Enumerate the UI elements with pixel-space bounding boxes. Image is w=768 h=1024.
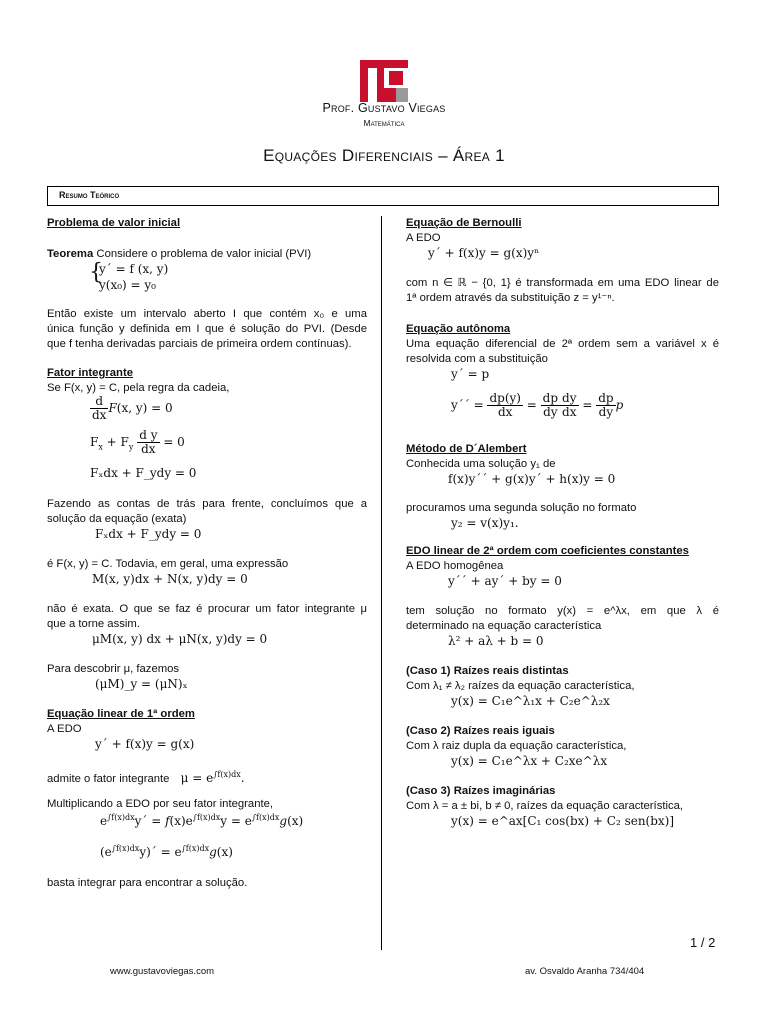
c2-heading: (Caso 2) Raízes reais iguais: [406, 725, 555, 737]
pvi-theorem-text: Considere o problema de valor inicial (PVI): [93, 248, 312, 260]
c2-text: Com λ raiz dupla da equação característica,: [406, 740, 627, 752]
aut-eq2: y´´ = $\frac{dp(y)}{dx}$ = $\frac{dp}{dy}$ $\frac{dy}{dx}$ = $\frac{dp}{dy}$ p: [451, 391, 624, 419]
bern-edo: A EDO: [406, 232, 441, 244]
bern-heading: Equação de Bernoulli: [406, 217, 522, 229]
footer-website[interactable]: www.gustavoviegas.com: [110, 966, 215, 977]
fi-eq3: Fₓdx + F_ydy = 0: [90, 466, 197, 480]
pvi-heading: Problema de valor inicial: [47, 217, 181, 229]
aut-text-2: resolvida com a substituição: [406, 353, 548, 365]
pvi-conclusion-2: única função y definida em I que é solução do PVI. (Desde: [47, 323, 367, 335]
fi-heading: Fator integrante: [47, 367, 133, 379]
cc-eq: y´´ + ay´ + by = 0: [448, 574, 562, 588]
dal-eq: f(x)y´´ + g(x)y´ + h(x)y = 0: [448, 472, 616, 486]
cc-sol-1: tem solução no formato y(x) = e^λx, em que λ é: [406, 605, 719, 617]
author-name: Prof. Gustavo Viegas: [322, 101, 446, 115]
cc-homog: A EDO homogênea: [406, 560, 504, 572]
c1-sol: y(x) = C₁e^λ₁x + C₂e^λ₂x: [451, 694, 610, 708]
dal-search: procuramos uma segunda solução no formato: [406, 502, 637, 514]
lin-mult: Multiplicando a EDO por seu fator integrante,: [47, 798, 274, 810]
pvi-eq2: y(x₀) = y₀: [99, 278, 156, 292]
aut-heading: Equação autônoma: [406, 323, 511, 335]
dal-heading: Método de D´Alembert: [406, 443, 527, 455]
fi-eq7: (μM)_y = (μN)ₓ: [95, 677, 188, 691]
c1-heading: (Caso 1) Raízes reais distintas: [406, 665, 569, 677]
fi-find: Para descobrir μ, fazemos: [47, 663, 180, 675]
c3-text: Com λ = a ± bi, b ≠ 0, raízes da equação característica,: [406, 800, 684, 812]
fi-eq5: M(x, y)dx + N(x, y)dy = 0: [92, 572, 248, 586]
cc-heading: EDO linear de 2ª ordem com coeficientes constantes: [406, 545, 689, 557]
aut-eq1: y´ = p: [451, 367, 490, 381]
c3-heading: (Caso 3) Raízes imaginárias: [406, 785, 556, 797]
fi-exact: é F(x, y) = C. Todavia, em geral, uma expressão: [47, 558, 289, 570]
dal-form: y₂ = v(x)y₁.: [451, 516, 519, 530]
bern-text-1: com n ∈ ℝ − {0, 1} é transformada em uma EDO linear de: [406, 277, 719, 289]
pvi-theorem-label: Teorema: [47, 248, 94, 260]
c3-sol: y(x) = e^ax[C₁ cos(bx) + C₂ sen(bx)]: [451, 814, 675, 828]
lin-end: basta integrar para encontrar a solução.: [47, 877, 248, 889]
pvi-conclusion-3: que f tenha derivadas parciais de primeira ordem contínuas).: [47, 338, 352, 350]
aut-text-1: Uma equação diferencial de 2ª ordem sem a variável x é: [406, 338, 719, 350]
page-number: 1 / 2: [690, 935, 716, 950]
fi-intro: Se F(x, y) = C, pela regra da cadeia,: [47, 382, 230, 394]
section-box-label: Resumo Teórico: [59, 190, 120, 200]
brace-icon: {: [89, 260, 103, 285]
cc-char: λ² + aλ + b = 0: [448, 634, 544, 648]
fi-back-2: solução da equação (exata): [47, 513, 187, 525]
fi-notexact-1: não é exata. O que se faz é procurar um fator integrante μ: [47, 603, 367, 615]
subject-name: Matemática: [363, 118, 405, 128]
lin-eq: y´ + f(x)y = g(x): [95, 737, 195, 751]
cc-sol-2: determinado na equação característica: [406, 620, 602, 632]
fi-eq1: $\frac{d}{dx}$ F(x, y) = 0: [92, 394, 173, 422]
fi-eq2: $F_x + F_y$ $\frac{\text{d y}}{dx}$ = 0: [90, 428, 185, 456]
lin-admits-row: [47, 767, 367, 788]
fi-back-1: Fazendo as contas de trás para frente, concluímos que a: [47, 498, 367, 510]
fi-eq4: Fₓdx + F_ydy = 0: [95, 527, 202, 541]
bern-eq: y´ + f(x)y = g(x)yⁿ: [428, 246, 540, 260]
pvi-conclusion-1: Então existe um intervalo aberto I que contém x₀ e uma: [47, 308, 367, 320]
page-title: Equações Diferenciais – Área 1: [263, 146, 505, 165]
pvi-eq1: y´ = f (x, y): [99, 262, 169, 276]
lin-edo: A EDO: [47, 723, 82, 735]
lin-eq-mult: $e^{\int f(x)dx}y´ = f(x)e^{\int f(x)dx}y = e^{\int f(x)dx}g(x)$: [100, 813, 304, 828]
lin-heading: Equação linear de 1ª ordem: [47, 708, 195, 720]
c1-text: Com λ₁ ≠ λ₂ raízes da equação característica,: [406, 680, 635, 692]
lin-factor: $\mu = e^{\int f(x)dx}$.: [180, 770, 245, 785]
lin-admits: admite o fator integrante: [47, 773, 170, 785]
dal-known: Conhecida uma solução y₁ de: [406, 458, 556, 470]
fi-notexact-2: que a torne assim.: [47, 618, 140, 630]
column-divider: [381, 216, 382, 950]
logo-icon: [360, 60, 408, 102]
lin-eq-product: $(e^{\int f(x)dx}y)´ = e^{\int f(x)dx}g(x)$: [100, 844, 233, 859]
footer-address: av. Osvaldo Aranha 734/404: [525, 966, 645, 977]
fi-eq6: μM(x, y) dx + μN(x, y)dy = 0: [92, 632, 268, 646]
bern-text-2: 1ª ordem através da substituição z = y¹⁻ⁿ.: [406, 292, 615, 304]
section-box: [47, 186, 719, 206]
c2-sol: y(x) = C₁e^λx + C₂xe^λx: [451, 754, 608, 768]
